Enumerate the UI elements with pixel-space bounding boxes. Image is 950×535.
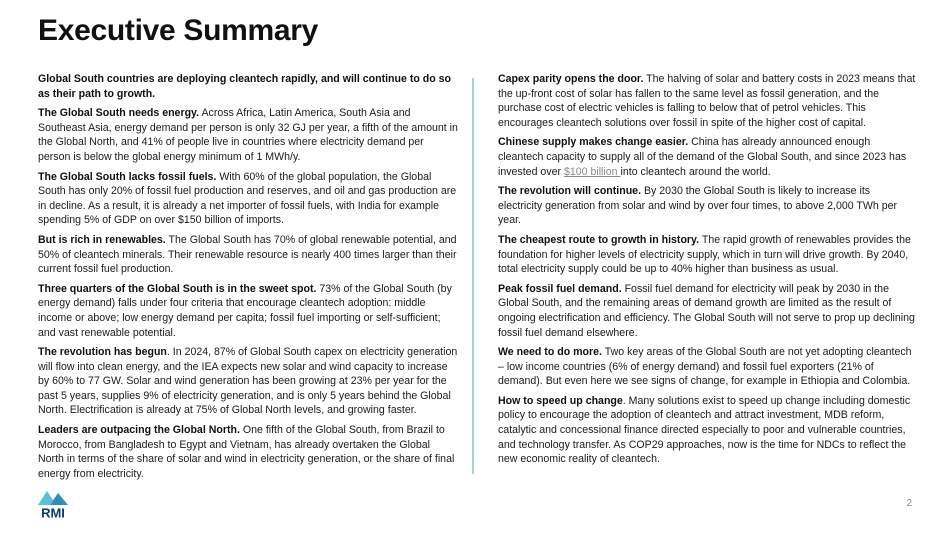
paragraph-revolution-begun — [38, 345, 458, 418]
right-column — [498, 72, 916, 472]
paragraph-capex-parity — [498, 72, 916, 130]
paragraph-chinese-supply — [498, 135, 916, 179]
paragraph-heading: Capex parity opens the door. — [498, 73, 644, 85]
paragraph-body: . In 2024, 87% of Global South capex on electricity generation will flow into clean energy, and the IEA expects new solar and wind capacity to increase by 60% to 77 GW. Solar and wind generation has been growing at 23% per year for the past 5 years, supplies 9% of electricity generation, and is only 5 years behind the Global North. Electrification is already at 75% of Global North levels, and growing faster. — [38, 346, 458, 417]
paragraph-do-more — [498, 345, 916, 389]
paragraph-body: Fossil fuel demand for electricity will peak by 2030 in the Global South, and the remaining areas of demand growth are limited as the result of ongoing electrification and efficiency. The Global South will not serve to prop up declining fossil fuel demand elsewhere. — [498, 282, 915, 339]
paragraph-rich-renewables — [38, 233, 458, 277]
rmi-logo — [36, 487, 70, 519]
paragraph-heading: Chinese supply makes change easier. — [498, 136, 689, 149]
paragraph-body: 73% of the Global South (by energy demand) falls under four criteria that encourage cleantech adoption: middle income or above; low energy demand per capita; fossil fuel importing or self-sufficient; and vast renewable potential. — [38, 282, 452, 339]
intro-paragraph — [38, 72, 458, 101]
page-title: Executive Summary — [38, 14, 319, 47]
paragraph-needs-energy — [38, 106, 458, 164]
paragraph-speed-up — [498, 394, 916, 467]
paragraph-heading: But is rich in renewables. — [38, 233, 166, 246]
paragraph-heading: Leaders are outpacing the Global North. — [38, 424, 240, 437]
paragraph-heading: The revolution will continue. — [498, 185, 642, 198]
paragraph-body: China has already announced enough cleantech capacity to supply all of the demand of the Global South, and since 2023 has invested over — [498, 136, 907, 178]
paragraph-heading: The Global South needs energy. — [38, 107, 200, 120]
investment-link[interactable]: $100 billion — [563, 165, 621, 178]
logo-mountain-left — [38, 491, 53, 505]
paragraph-lacks-fossil — [38, 170, 458, 228]
logo-text: RMI — [41, 505, 65, 519]
paragraph-leaders — [38, 423, 458, 481]
paragraph-body: Across Africa, Latin America, South Asia and Southeast Asia, energy demand per person is only 32 GJ per year, a fifth of the amount in the Global North, and 41% of people live in countries where electricity demand per person is below the global energy minimum of 1 MWh/y. — [38, 107, 458, 163]
paragraph-heading: The revolution has begun — [38, 346, 167, 359]
intro-text: Global South countries are deploying cleantech rapidly, and will continue to do so as their path to growth. — [38, 73, 452, 100]
paragraph-body: One fifth of the Global South, from Brazil to Morocco, from Bangladesh to Egypt and Vietnam, has already overtaken the Global North in terms of the share of solar and wind in electricity generation, or the share of final energy from electricity. — [38, 424, 455, 480]
paragraph-body: The rapid growth of renewables provides the foundation for higher levels of electricity supply, which in turn will drive growth. By 2040, total electricity supply could be up to 40% higher than business as usual. — [498, 233, 911, 276]
paragraph-body: The Global South has 70% of global renewable potential, and 50% of cleantech minerals. Their renewable resource is nearly 400 times larger than their current fossil fuel production. — [38, 233, 457, 276]
logo-mountain-right — [50, 493, 68, 505]
paragraph-body: With 60% of the global population, the Global South has only 20% of fossil fuel production and reserves, and oil and gas production are in decline. As a result, it is already a net importer of fossil fuels, with India for example spending 5% of GDP on over $150 billion of imports. — [38, 170, 457, 227]
paragraph-peak-fossil — [498, 282, 916, 340]
paragraph-body: The halving of solar and battery costs in 2023 means that the up-front cost of solar has fallen to the same level as fossil generation, and the purchase cost of electric vehicles is falling to below that of petrol vehicles. This encourages cleantech solutions over fossil in spite of the higher cost of capital. — [498, 73, 916, 129]
paragraph-body: Two key areas of the Global South are not yet adopting cleantech – low income countries (6% of energy demand) and fossil fuel exporters (21% of demand). But even here we see signs of change, for example in Ethiopia and Colombia. — [498, 346, 912, 388]
paragraph-heading: Three quarters of the Global South is in the sweet spot. — [38, 282, 317, 295]
page-number: 2 — [906, 498, 912, 509]
paragraph-heading: We need to do more. — [498, 346, 602, 359]
paragraph-cheapest-route — [498, 233, 916, 277]
left-column — [38, 72, 458, 486]
paragraph-body: By 2030 the Global South is likely to increase its electricity generation from solar and wind by over four times, to above 2,000 TWh per year. — [498, 185, 898, 227]
paragraph-heading: The Global South lacks fossil fuels. — [38, 170, 217, 183]
paragraph-body: . Many solutions exist to speed up change including domestic policy to encourage the adoption of cleantech and attract investment, MDB reform, catalytic and concessional finance directed especially to poor and vulnerable countries, and technology transfer. As COP29 approaches, now is the time for NDCs to reflect the new economic reality of cleantech. — [498, 394, 911, 466]
paragraph-revolution-continue — [498, 184, 916, 228]
paragraph-sweet-spot — [38, 282, 458, 340]
paragraph-heading: The cheapest route to growth in history. — [498, 233, 700, 246]
paragraph-heading: How to speed up change — [498, 394, 623, 407]
column-divider — [472, 78, 474, 474]
paragraph-body: into cleantech around the world. — [620, 165, 771, 178]
paragraph-heading: Peak fossil fuel demand. — [498, 282, 622, 295]
